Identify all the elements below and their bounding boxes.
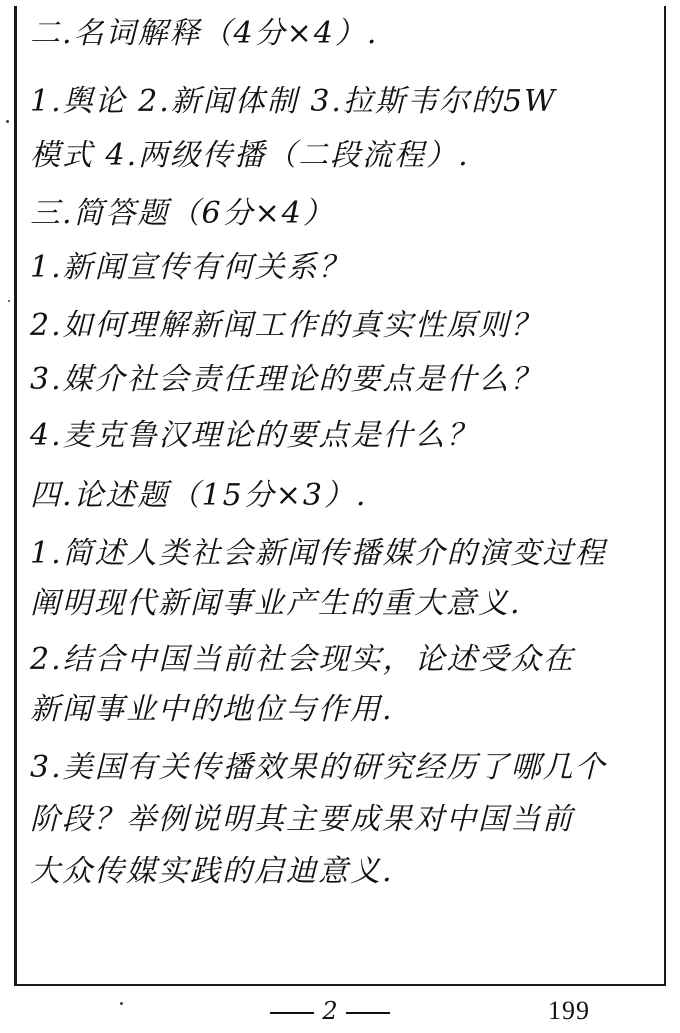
center-page-marker: [250, 996, 410, 1026]
essay-question-3-line-3: 大众传媒实践的启迪意义.: [30, 854, 394, 889]
essay-question-1-line-2: 阐明现代新闻事业产生的重大意义.: [30, 586, 522, 621]
dash-right: [346, 1012, 390, 1014]
center-page-number: 2: [322, 997, 338, 1025]
terms-line-1: 1.舆论 2.新闻体制 3.拉斯韦尔的5W: [30, 84, 557, 119]
section-2-heading: 二.名词解释（4分×4）.: [30, 16, 379, 51]
scan-speck: [8, 300, 10, 302]
short-question-2: 2.如何理解新闻工作的真实性原则？: [30, 308, 543, 343]
section-4-heading: 四.论述题（15分×3）.: [30, 478, 368, 513]
dash-left: [270, 1012, 314, 1014]
essay-question-2-line-1: 2.结合中国当前社会现实，论述受众在: [30, 642, 575, 677]
scan-speck: [6, 120, 9, 123]
essay-question-3-line-1: 3.美国有关传播效果的研究经历了哪几个: [30, 750, 607, 785]
short-question-3: 3.媒介社会责任理论的要点是什么？: [30, 362, 543, 397]
short-question-1: 1.新闻宣传有何关系？: [30, 250, 351, 285]
short-question-4: 4.麦克鲁汉理论的要点是什么？: [30, 418, 479, 453]
scan-speck: [120, 1002, 123, 1005]
essay-question-2-line-2: 新闻事业中的地位与作用.: [30, 692, 394, 727]
terms-line-2: 模式 4.两级传播（二段流程）.: [30, 138, 470, 173]
essay-question-1-line-1: 1.简述人类社会新闻传播媒介的演变过程: [30, 536, 607, 571]
page-number: 199: [548, 996, 590, 1025]
section-3-heading: 三.简答题（6分×4）: [30, 196, 335, 231]
essay-question-3-line-2: 阶段？举例说明其主要成果对中国当前: [30, 802, 574, 837]
